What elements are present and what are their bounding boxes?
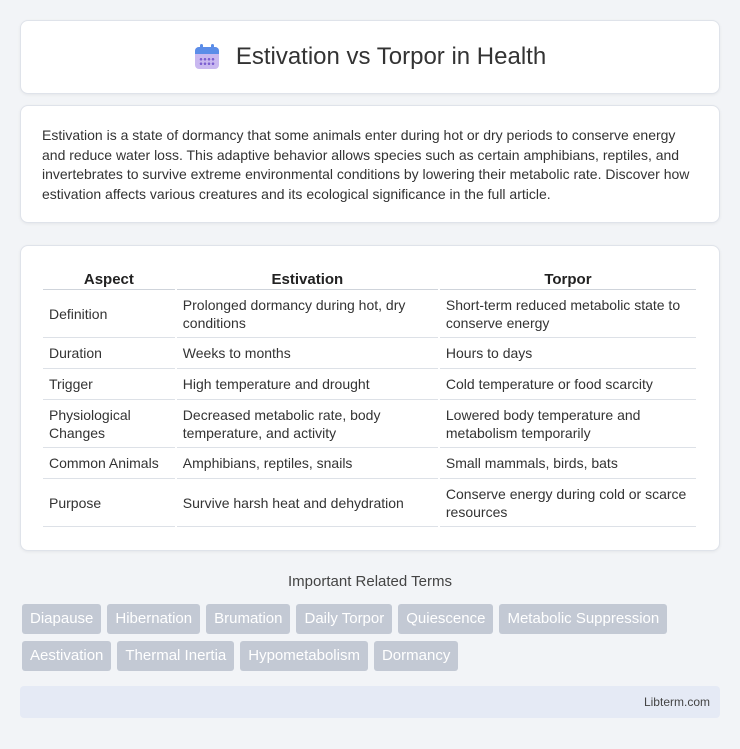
header-aspect: Aspect	[43, 266, 175, 290]
table-row	[43, 479, 696, 527]
term-tag[interactable]: Daily Torpor	[296, 604, 392, 634]
term-tag[interactable]: Diapause	[22, 604, 101, 634]
row-torpor: Cold temperature or food scarcity	[440, 369, 696, 400]
row-aspect: Common Animals	[43, 448, 175, 479]
header-estivation: Estivation	[177, 266, 438, 290]
intro-paragraph: Estivation is a state of dormancy that some animals enter during hot or dry periods to conserve energy and reduce water loss. This adaptive behavior allows species such as certain amphibians, reptiles, and invertebrates to survive extreme environmental conditions by lowering their metabolic rate. Discover how estivation affects various creatures and its ecological significance in the full article.	[42, 127, 690, 202]
row-aspect: Physiological Changes	[43, 400, 175, 448]
comparison-table	[41, 266, 698, 527]
title-card	[20, 20, 720, 94]
table-row	[43, 290, 696, 338]
intro-card	[20, 105, 720, 223]
related-terms-list	[22, 604, 722, 671]
term-tag[interactable]: Quiescence	[398, 604, 493, 634]
comparison-card	[20, 245, 720, 551]
term-tag[interactable]: Aestivation	[22, 641, 111, 671]
row-torpor: Lowered body temperature and metabolism temporarily	[440, 400, 696, 448]
row-estivation: Weeks to months	[177, 338, 438, 369]
header-torpor: Torpor	[440, 266, 696, 290]
term-tag[interactable]: Hypometabolism	[240, 641, 368, 671]
row-torpor: Short-term reduced metabolic state to conserve energy	[440, 290, 696, 338]
row-estivation: Prolonged dormancy during hot, dry conditions	[177, 290, 438, 338]
row-torpor: Conserve energy during cold or scarce resources	[440, 479, 696, 527]
page-title: Estivation vs Torpor in Health	[235, 43, 547, 70]
table-row	[43, 448, 696, 479]
term-tag[interactable]: Metabolic Suppression	[499, 604, 667, 634]
row-estivation: High temperature and drought	[177, 369, 438, 400]
calendar-icon	[194, 44, 220, 70]
row-estivation: Survive harsh heat and dehydration	[177, 479, 438, 527]
row-aspect: Definition	[43, 290, 175, 338]
term-tag[interactable]: Brumation	[206, 604, 290, 634]
footer	[20, 686, 720, 718]
row-estivation: Decreased metabolic rate, body temperature, and activity	[177, 400, 438, 448]
table-row	[43, 400, 696, 448]
row-aspect: Trigger	[43, 369, 175, 400]
term-tag[interactable]: Thermal Inertia	[117, 641, 234, 671]
row-torpor: Hours to days	[440, 338, 696, 369]
row-torpor: Small mammals, birds, bats	[440, 448, 696, 479]
row-aspect: Duration	[43, 338, 175, 369]
table-row	[43, 369, 696, 400]
term-tag[interactable]: Hibernation	[107, 604, 200, 634]
table-row	[43, 338, 696, 369]
row-aspect: Purpose	[43, 479, 175, 527]
term-tag[interactable]: Dormancy	[374, 641, 458, 671]
footer-site-link[interactable]: Libterm.com	[643, 695, 710, 709]
row-estivation: Amphibians, reptiles, snails	[177, 448, 438, 479]
related-terms-title: Important Related Terms	[288, 573, 452, 590]
